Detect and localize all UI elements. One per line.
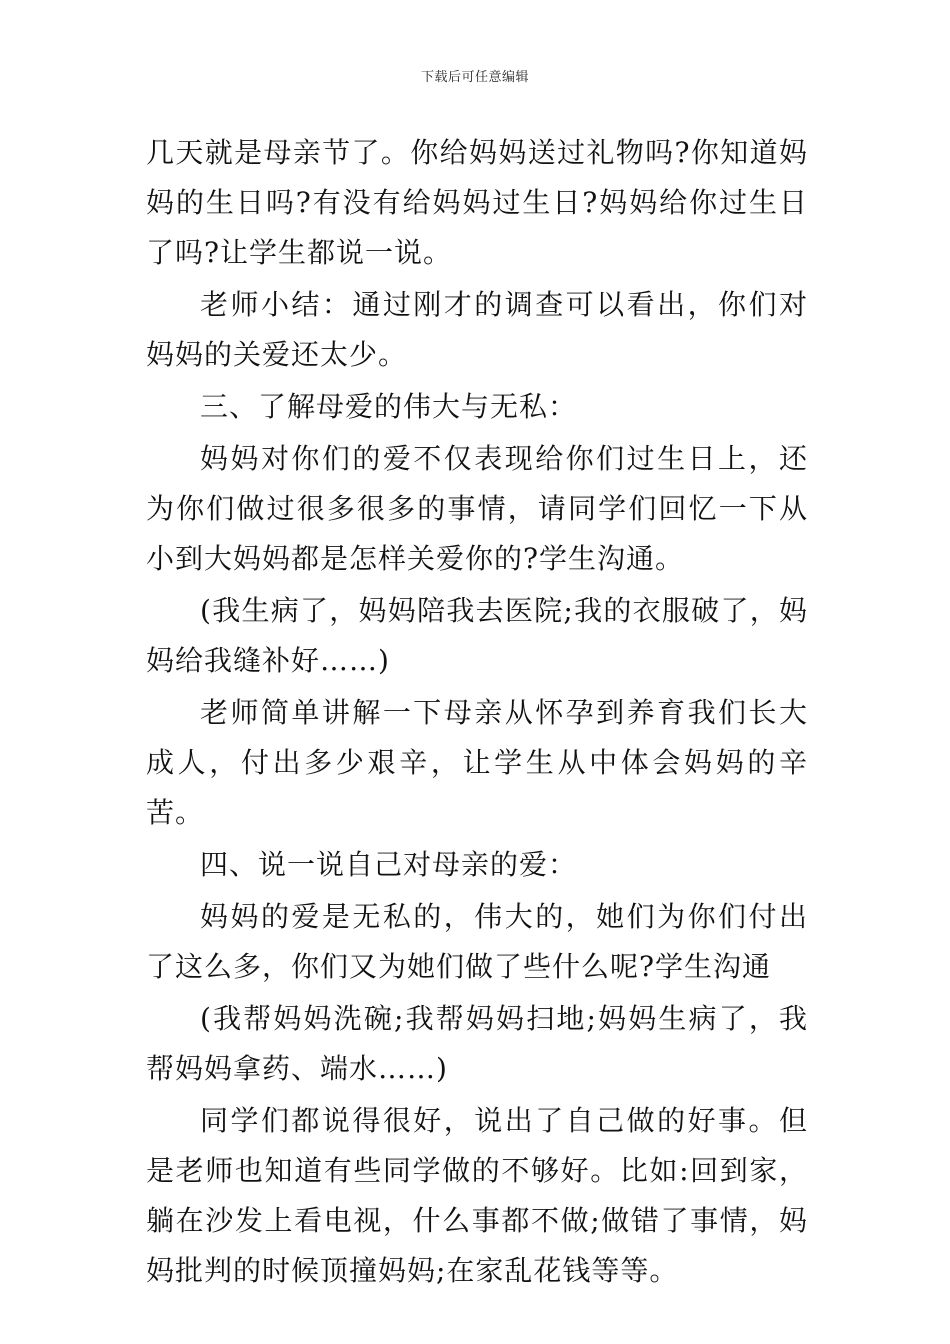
paragraph-10: 同学们都说得很好，说出了自己做的好事。但是老师也知道有些同学做的不够好。比如:回到家，躺在沙发上看电视，什么事都不做;做错了事情，妈妈批判的时候顶撞妈妈;在家乱花钱等等。: [146, 1104, 808, 1287]
paragraph-5: (我生病了，妈妈陪我去医院;我的衣服破了，妈妈给我缝补好……): [146, 594, 808, 677]
document-body: [146, 128, 808, 1296]
page-header: 下载后可任意编辑: [420, 70, 529, 85]
section-heading-4: 四、说一说自己对母亲的爱：: [200, 848, 578, 881]
paragraph-6: 老师简单讲解一下母亲从怀孕到养育我们长大成人，付出多少艰辛，让学生从中体会妈妈的辛苦。: [146, 696, 808, 829]
paragraph-2: 老师小结：通过刚才的调查可以看出，你们对妈妈的关爱还太少。: [146, 288, 808, 371]
paragraph-1: 几天就是母亲节了。你给妈妈送过礼物吗?你知道妈妈的生日吗?有没有给妈妈过生日?妈妈给你过生日了吗?让学生都说一说。: [146, 136, 808, 269]
section-heading-3: 三、了解母爱的伟大与无私：: [200, 390, 578, 423]
paragraph-4: 妈妈对你们的爱不仅表现给你们过生日上，还为你们做过很多很多的事情，请同学们回忆一下从小到大妈妈都是怎样关爱你的?学生沟通。: [146, 442, 808, 575]
paragraph-9: (我帮妈妈洗碗;我帮妈妈扫地;妈妈生病了，我帮妈妈拿药、端水……): [146, 1002, 808, 1085]
paragraph-8: 妈妈的爱是无私的，伟大的，她们为你们付出了这么多，你们又为她们做了些什么呢?学生沟通: [146, 900, 808, 983]
